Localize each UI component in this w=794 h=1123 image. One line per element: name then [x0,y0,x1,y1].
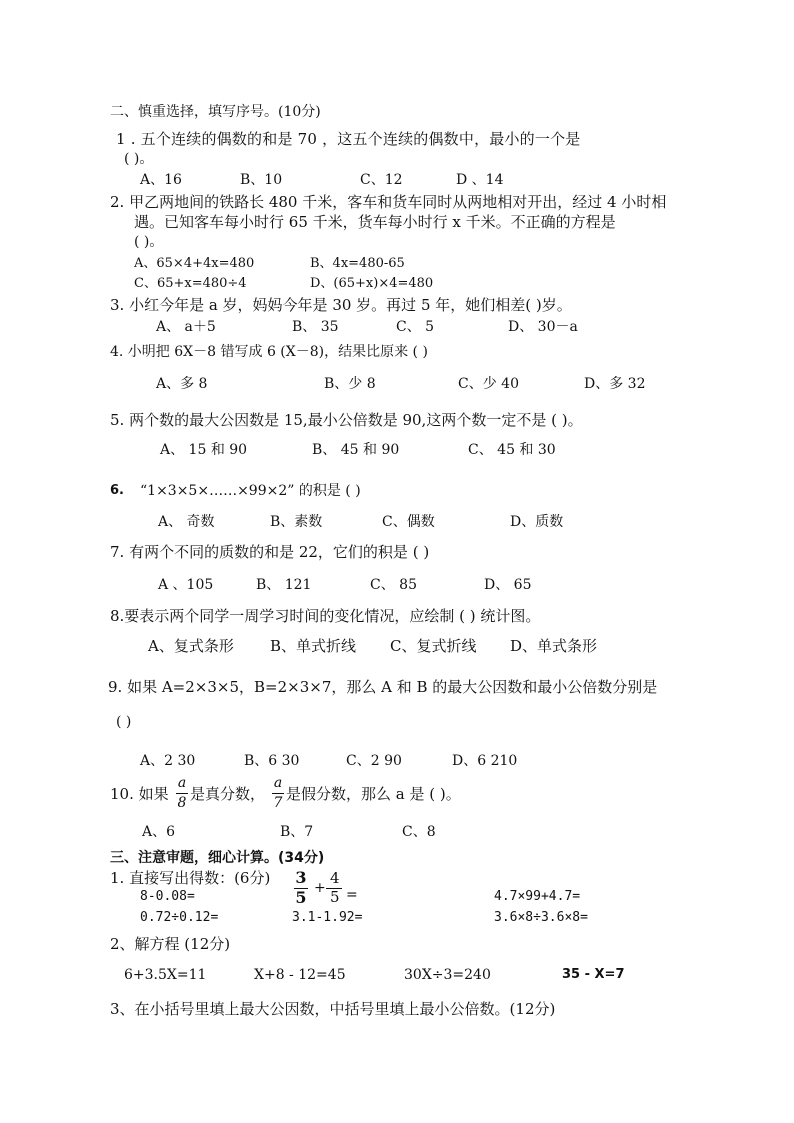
q9-option-c: C、2 90 [346,753,402,769]
q10-option-c: C、8 [402,824,436,840]
equation-4: 35 - X=7 [562,967,625,982]
q6-option-a: A、 奇数 [158,514,215,530]
section-3-title: 三、注意审题，细心计算。(34分) [110,850,325,866]
fraction-bar [176,793,188,794]
q2-option-a: A、65×4+4x=480 [134,256,255,271]
calc-8-minus-0.08: 8-0.08= [140,889,195,904]
question-10-prefix: 10. 如果 [110,785,169,803]
equation-2: X+8 - 12=45 [254,967,346,983]
q3-option-a: A、 a＋5 [156,319,216,335]
q4-option-c: C、少 40 [458,376,519,392]
q4-option-a: A、多 8 [156,376,208,392]
fraction-a-over-8-denominator: 8 [177,795,187,811]
question-1: 1 . 五个连续的偶数的和是 70 ，这五个连续的偶数中，最小的一个是 [116,130,581,148]
question-9-paren: ( ) [116,714,132,730]
calc-3.1-1.92: 3.1-1.92= [292,910,363,925]
question-9: 9. 如果 A=2×3×5，B=2×3×7，那么 A 和 B 的最大公因数和最小公倍数分别是 [108,678,658,696]
q1-option-d: D 、14 [456,172,504,188]
q6-option-b: B、素数 [270,514,323,530]
q7-option-a: A 、105 [158,577,214,593]
question-6: “1×3×5×……×99×2” 的积是 ( ) [140,483,361,499]
q9-option-b: B、6 30 [244,753,300,769]
q1-option-a: A、16 [140,172,182,188]
calc-4.7x99: 4.7×99+4.7= [494,889,581,904]
q6-option-d: D、质数 [510,514,564,530]
q9-option-d: D、6 210 [452,753,518,769]
question-10-middle: 是真分数， [190,785,266,803]
question-3: 3. 小红今年是 a 岁，妈妈今年是 30 岁。再过 5 年，她们相差( )岁。 [110,296,572,314]
q10-option-b: B、7 [280,824,314,840]
q7-option-b: B、 121 [256,577,312,593]
q2-option-d: D、(65+x)×4=480 [310,276,434,291]
fraction-3-5-numerator: 3 [295,868,307,887]
fraction-4-5-denominator: 5 [330,888,340,906]
q1-option-c: C、12 [360,172,403,188]
section-2-title: 二、慎重选择，填写序号。(10分) [110,104,321,120]
equation-3: 30X÷3=240 [404,967,491,983]
q8-option-d: D、单式条形 [510,637,598,655]
equals-sign: = [346,887,358,903]
q2-option-b: B、4x=480-65 [310,256,405,271]
fraction-a-over-7-numerator: a [273,775,283,791]
q1-option-b: B、10 [240,172,283,188]
plus-sign: + [314,880,326,896]
question-5: 5. 两个数的最大公因数是 15,最小公倍数是 90,这两个数一定不是 ( )。 [110,411,583,429]
q10-option-a: A、6 [142,824,176,840]
q4-option-b: B、少 8 [324,376,376,392]
q3-option-c: C、 5 [396,319,435,335]
fraction-a-over-8-numerator: a [177,775,187,791]
question-7: 7. 有两个不同的质数的和是 22，它们的积是 ( ) [110,543,430,561]
part-2-title: 2、解方程 (12分) [110,935,231,953]
q5-option-c: C、 45 和 30 [468,442,556,458]
fraction-4-5-numerator: 4 [330,869,340,887]
fraction-bar [272,793,284,794]
q9-option-a: A、2 30 [140,753,196,769]
question-2-line-1: 2. 甲乙两地间的铁路长 480 千米，客车和货车同时从两地相对开出，经过 4 小时相 [110,193,667,211]
question-8: 8.要表示两个同学一周学习时间的变化情况，应绘制 ( ) 统计图。 [110,607,541,625]
part-3-title: 3、在小括号里填上最大公因数，中括号里填上最小公倍数。(12分) [110,1000,556,1018]
q4-option-d: D、多 32 [584,376,646,392]
fraction-3-5-denominator: 5 [295,888,307,907]
q7-option-d: D、 65 [484,577,532,593]
question-2-line-2: 遇。已知客车每小时行 65 千米，货车每小时行 x 千米。不正确的方程是 [134,213,616,231]
calc-3.6x8div3.6x8: 3.6×8÷3.6×8= [494,910,588,925]
q5-option-a: A、 15 和 90 [160,442,248,458]
q3-option-d: D、 30－a [508,319,578,335]
q2-option-c: C、65+x=480÷4 [134,276,247,291]
q8-option-b: B、单式折线 [270,637,357,655]
equation-1: 6+3.5X=11 [124,967,207,983]
q3-option-b: B、 35 [292,319,339,335]
q8-option-a: A、复式条形 [148,637,234,655]
question-6-number: 6. [110,483,124,498]
question-2-paren: ( )。 [134,234,164,250]
q7-option-c: C、 85 [370,577,417,593]
q8-option-c: C、复式折线 [390,637,477,655]
part-1-title: 1. 直接写出得数：(6分) [110,869,271,887]
calc-0.72div0.12: 0.72÷0.12= [140,910,219,925]
question-10-suffix: 是假分数，那么 a 是 ( )。 [286,785,461,803]
fraction-a-over-7-denominator: 7 [273,795,283,811]
q6-option-c: C、偶数 [382,514,435,530]
q5-option-b: B、 45 和 90 [312,442,400,458]
question-4: 4. 小明把 6X－8 错写成 6 (X－8)，结果比原来 ( ) [110,344,428,360]
question-1-paren: ( )。 [124,151,154,167]
